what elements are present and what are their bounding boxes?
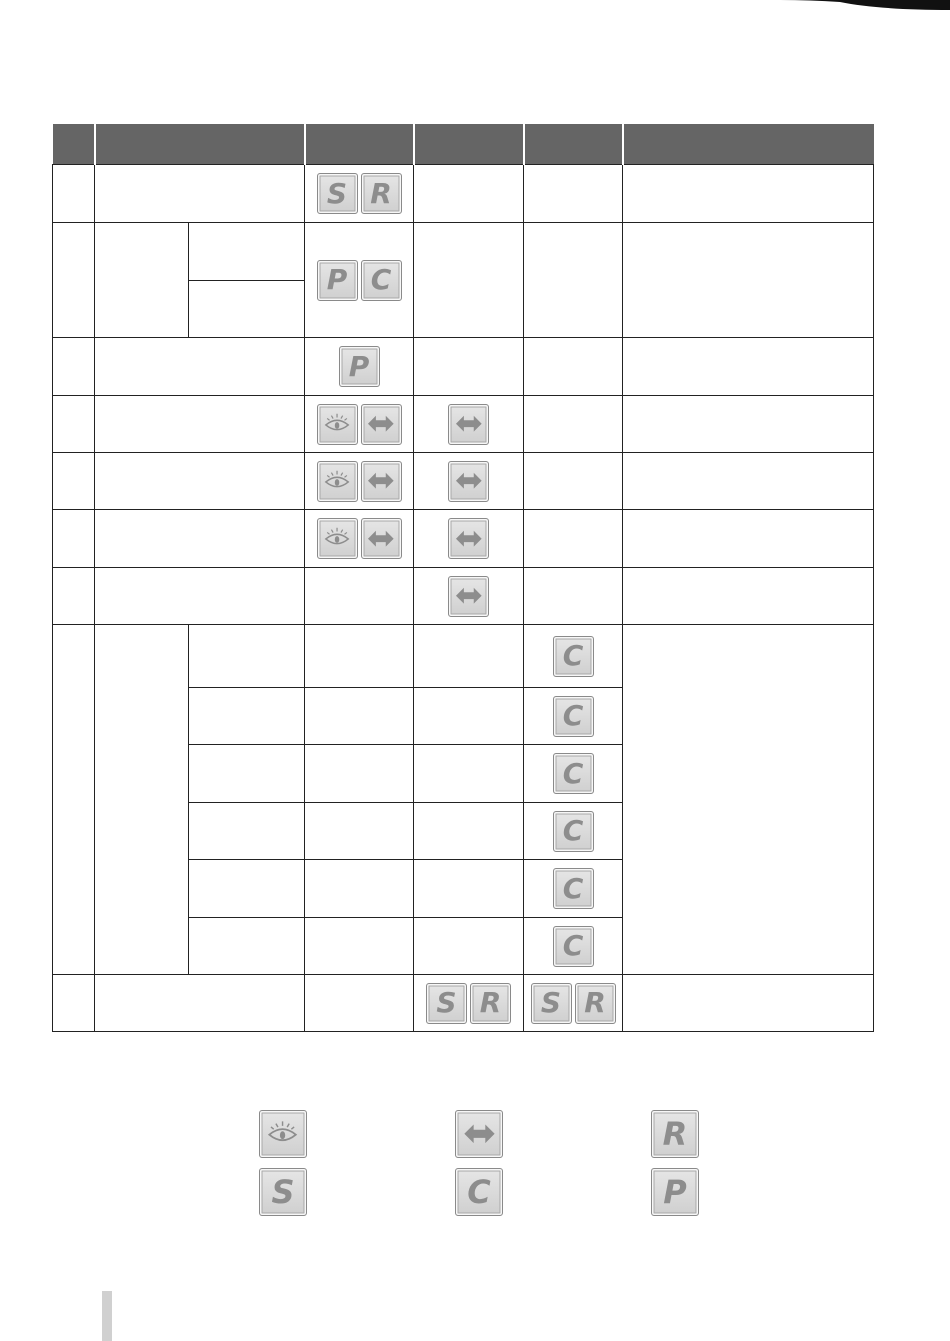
- table-cell: [623, 975, 874, 1032]
- key-s: [531, 983, 572, 1024]
- table-cell: [305, 688, 414, 745]
- table-row: [53, 568, 874, 625]
- key-c: [361, 260, 402, 301]
- key-letter: C: [562, 756, 584, 790]
- key-letter: C: [562, 929, 584, 962]
- table-cell: [524, 625, 623, 688]
- double-arrow-key: [448, 461, 489, 502]
- table-cell: [95, 625, 189, 975]
- table-cell: [189, 803, 305, 860]
- table-cell: [414, 568, 524, 625]
- table-cell: [95, 223, 189, 338]
- table-cell: [53, 625, 95, 975]
- table-cell: [95, 510, 305, 568]
- table-cell: [414, 745, 524, 803]
- double-arrow-key: [448, 518, 489, 559]
- key-letter: C: [562, 871, 584, 905]
- key-s: [426, 983, 467, 1024]
- header-cell: [53, 124, 95, 165]
- double-arrow-icon: [454, 412, 484, 435]
- table-cell: [53, 568, 95, 625]
- key-letter: C: [562, 639, 584, 672]
- key-group: [553, 696, 594, 737]
- table-cell: [95, 568, 305, 625]
- key-table: [52, 124, 874, 1032]
- table-row: [53, 338, 874, 396]
- table-cell: [95, 338, 305, 396]
- double-arrow-key: [448, 576, 489, 617]
- key-group: [317, 461, 402, 502]
- table-cell: [623, 338, 874, 396]
- table-cell: [414, 223, 524, 338]
- table-cell: [305, 338, 414, 396]
- table-cell: [414, 396, 524, 453]
- double-arrow-icon: [366, 527, 396, 550]
- table-cell: [623, 568, 874, 625]
- key-letter: R: [584, 986, 606, 1019]
- double-arrow-icon: [366, 412, 396, 435]
- key-group: [317, 518, 402, 559]
- table-cell: [623, 165, 874, 223]
- table-cell: [623, 510, 874, 568]
- table-cell: [623, 625, 874, 975]
- header-cell: [524, 124, 623, 165]
- table-cell: [53, 223, 95, 338]
- key-letter: R: [662, 1115, 688, 1153]
- table-cell: [414, 625, 524, 688]
- double-arrow-icon: [462, 1120, 497, 1148]
- double-arrow-key: [455, 1110, 503, 1158]
- key-letter: P: [326, 263, 348, 296]
- table-cell: [189, 625, 305, 688]
- key-group: [448, 461, 489, 502]
- key-p: [651, 1168, 699, 1216]
- table-cell: [189, 688, 305, 745]
- table-cell: [53, 396, 95, 453]
- table-cell: [305, 396, 414, 453]
- double-arrow-key: [448, 404, 489, 445]
- table-row: [53, 510, 874, 568]
- key-letter: S: [271, 1173, 295, 1211]
- key-table-container: [52, 124, 874, 1032]
- double-arrow-icon: [454, 527, 484, 550]
- table-cell: [305, 918, 414, 975]
- key-group: [531, 983, 616, 1024]
- key-c: [553, 868, 594, 909]
- key-letter: R: [479, 986, 502, 1019]
- table-cell: [305, 165, 414, 223]
- page-edge-marker: [102, 1291, 112, 1341]
- key-group: [426, 983, 511, 1024]
- table-cell: [623, 223, 874, 338]
- table-cell: [524, 568, 623, 625]
- key-c: [553, 753, 594, 794]
- table-cell: [524, 688, 623, 745]
- key-s: [259, 1168, 307, 1216]
- table-cell: [414, 453, 524, 510]
- page-corner-mark: [780, 0, 950, 10]
- table-cell: [95, 396, 305, 453]
- key-group: [448, 576, 489, 617]
- table-cell: [53, 510, 95, 568]
- table-cell: [524, 510, 623, 568]
- table-cell: [305, 745, 414, 803]
- key-group: [448, 518, 489, 559]
- key-group: [317, 404, 402, 445]
- key-letter: C: [562, 814, 584, 847]
- key-group: [317, 260, 402, 301]
- key-letter: C: [370, 263, 392, 296]
- table-cell: [189, 281, 305, 338]
- table-cell: [524, 165, 623, 223]
- eye-icon: [266, 1117, 299, 1150]
- key-group: [553, 636, 594, 677]
- table-cell: [95, 453, 305, 510]
- key-letter: C: [467, 1173, 491, 1211]
- table-cell: [414, 803, 524, 860]
- key-group: [339, 346, 380, 387]
- table-cell: [305, 975, 414, 1032]
- double-arrow-icon: [454, 469, 484, 492]
- eye-icon: [323, 467, 351, 495]
- key-group: [553, 868, 594, 909]
- table-row: [53, 223, 874, 281]
- table-cell: [524, 338, 623, 396]
- table-cell: [305, 510, 414, 568]
- table-cell: [189, 745, 305, 803]
- key-c: [553, 811, 594, 852]
- eye-icon: [323, 410, 351, 438]
- table-cell: [53, 975, 95, 1032]
- table-row: [53, 396, 874, 453]
- key-c: [553, 926, 594, 967]
- eye-key: [259, 1110, 307, 1158]
- table-cell: [524, 396, 623, 453]
- table-cell: [524, 453, 623, 510]
- table-cell: [414, 165, 524, 223]
- key-letter: R: [370, 176, 392, 210]
- double-arrow-key: [361, 404, 402, 445]
- table-cell: [414, 860, 524, 918]
- table-cell: [524, 975, 623, 1032]
- table-cell: [524, 860, 623, 918]
- table-cell: [414, 688, 524, 745]
- table-row: [53, 165, 874, 223]
- table-header-row: [53, 124, 874, 165]
- table-cell: [53, 165, 95, 223]
- key-r: [361, 173, 402, 214]
- table-cell: [623, 453, 874, 510]
- table-cell: [305, 223, 414, 338]
- table-cell: [53, 453, 95, 510]
- table-row: [53, 975, 874, 1032]
- double-arrow-icon: [366, 469, 396, 492]
- table-cell: [305, 860, 414, 918]
- key-group: [553, 753, 594, 794]
- key-p: [317, 260, 358, 301]
- table-cell: [414, 975, 524, 1032]
- key-r: [575, 983, 616, 1024]
- key-letter: P: [348, 349, 370, 383]
- key-letter: P: [663, 1173, 687, 1211]
- key-letter: S: [326, 176, 348, 210]
- table-cell: [414, 510, 524, 568]
- eye-key: [317, 461, 358, 502]
- table-cell: [414, 338, 524, 396]
- table-cell: [189, 223, 305, 281]
- header-cell: [623, 124, 874, 165]
- key-c: [553, 696, 594, 737]
- key-group: [317, 173, 402, 214]
- key-s: [317, 173, 358, 214]
- eye-key: [317, 404, 358, 445]
- double-arrow-key: [361, 461, 402, 502]
- key-r: [470, 983, 511, 1024]
- key-group: [553, 926, 594, 967]
- double-arrow-icon: [454, 584, 484, 607]
- table-cell: [305, 568, 414, 625]
- key-group: [448, 404, 489, 445]
- eye-icon: [323, 524, 351, 552]
- key-group: [553, 811, 594, 852]
- table-cell: [414, 918, 524, 975]
- eye-key: [317, 518, 358, 559]
- table-cell: [305, 803, 414, 860]
- double-arrow-key: [361, 518, 402, 559]
- key-c: [455, 1168, 503, 1216]
- table-cell: [53, 338, 95, 396]
- key-letter: S: [436, 986, 457, 1019]
- table-cell: [524, 803, 623, 860]
- header-cell: [95, 124, 305, 165]
- table-cell: [95, 975, 305, 1032]
- table-row: [53, 453, 874, 510]
- table-cell: [524, 745, 623, 803]
- header-cell: [414, 124, 524, 165]
- table-cell: [305, 453, 414, 510]
- key-r: [651, 1110, 699, 1158]
- key-p: [339, 346, 380, 387]
- table-cell: [189, 918, 305, 975]
- table-cell: [524, 918, 623, 975]
- table-cell: [623, 396, 874, 453]
- table-cell: [524, 223, 623, 338]
- table-cell: [189, 860, 305, 918]
- key-letter: C: [562, 699, 584, 732]
- table-cell: [305, 625, 414, 688]
- key-c: [553, 636, 594, 677]
- table-row: [53, 625, 874, 688]
- table-cell: [95, 165, 305, 223]
- key-letter: S: [540, 986, 562, 1019]
- header-cell: [305, 124, 414, 165]
